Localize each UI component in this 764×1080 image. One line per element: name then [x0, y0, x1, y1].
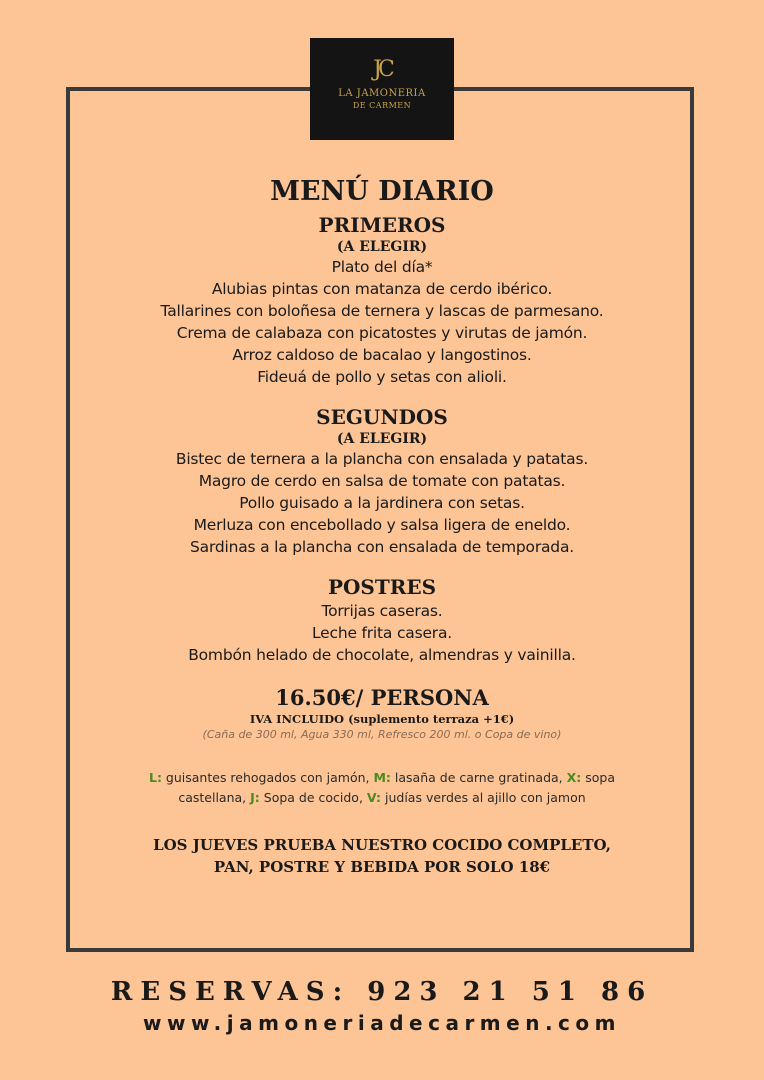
spacer [70, 742, 694, 768]
spacer [70, 666, 694, 684]
day-key-monday: L: [148, 770, 162, 785]
menu-item: Leche frita casera. [312, 624, 452, 642]
special-tuesday: lasaña de carne gratinada, [390, 770, 567, 785]
menu-title: MENÚ DIARIO [270, 176, 494, 207]
primeros-title: PRIMEROS [318, 213, 446, 237]
cocido-promo-line2: PAN, POSTRE Y BEBIDA POR SOLO 18€ [213, 858, 551, 876]
spacer [70, 388, 694, 404]
logo-monogram: JC [373, 57, 391, 82]
iva-note: IVA INCLUIDO (suplemento terraza +1€) [249, 712, 515, 726]
menu-item: Plato del día* [331, 258, 433, 276]
postres-section [70, 574, 694, 666]
day-key-friday: V: [366, 790, 382, 805]
day-key-thursday: J: [250, 790, 260, 805]
drinks-note: (Caña de 300 ml, Agua 330 ml, Refresco 200 ml. o Copa de vino) [202, 728, 562, 741]
segundos-section [70, 404, 694, 558]
special-thursday: Sopa de cocido, [259, 790, 367, 805]
menu-item: Magro de cerdo en salsa de tomate con patatas. [198, 472, 566, 490]
primeros-subtitle: (A ELEGIR) [336, 239, 428, 255]
special-monday: guisantes rehogados con jamón, [161, 770, 374, 785]
menu-item: Bombón helado de chocolate, almendras y vainilla. [188, 646, 576, 664]
menu-item: Arroz caldoso de bacalao y langostinos. [232, 346, 532, 364]
menu-price: 16.50€/ PERSONA [275, 685, 489, 710]
menu-item: Fideuá de pollo y setas con alioli. [257, 368, 507, 386]
day-key-wednesday: X: [566, 770, 582, 785]
menu-item: Alubias pintas con matanza de cerdo ibérico. [211, 280, 553, 298]
special-wednesday: sopa castellana, [178, 770, 615, 805]
website-url: www.jamoneriadecarmen.com [143, 1011, 621, 1035]
primeros-section [70, 212, 694, 388]
menu-item: Crema de calabaza con picatostes y virutas de jamón. [176, 324, 588, 342]
logo-name-line1: LA JAMONERIA [338, 88, 426, 99]
menu-item: Tallarines con boloñesa de ternera y lascas de parmesano. [160, 302, 604, 320]
menu-item: Bistec de ternera a la plancha con ensalada y patatas. [175, 450, 589, 468]
restaurant-logo [310, 38, 454, 140]
spacer [70, 558, 694, 574]
menu-item: Merluza con encebollado y salsa ligera de eneldo. [193, 516, 571, 534]
weekly-specials [122, 768, 642, 808]
special-friday: judías verdes al ajillo con jamon [381, 790, 586, 805]
menu-content [70, 172, 694, 878]
reservations-phone: RESERVAS: 923 21 51 86 [110, 977, 654, 1007]
menu-item: Pollo guisado a la jardinera con setas. [239, 494, 525, 512]
spacer [70, 808, 694, 834]
segundos-subtitle: (A ELEGIR) [336, 431, 428, 447]
logo-name-line2: DE CARMEN [352, 101, 412, 110]
day-key-tuesday: M: [373, 770, 391, 785]
postres-title: POSTRES [327, 575, 437, 599]
menu-item: Sardinas a la plancha con ensalada de temporada. [190, 538, 574, 556]
menu-item: Torrijas caseras. [321, 602, 443, 620]
segundos-title: SEGUNDOS [316, 405, 448, 429]
cocido-promo-line1: LOS JUEVES PRUEBA NUESTRO COCIDO COMPLETO, [153, 836, 611, 854]
